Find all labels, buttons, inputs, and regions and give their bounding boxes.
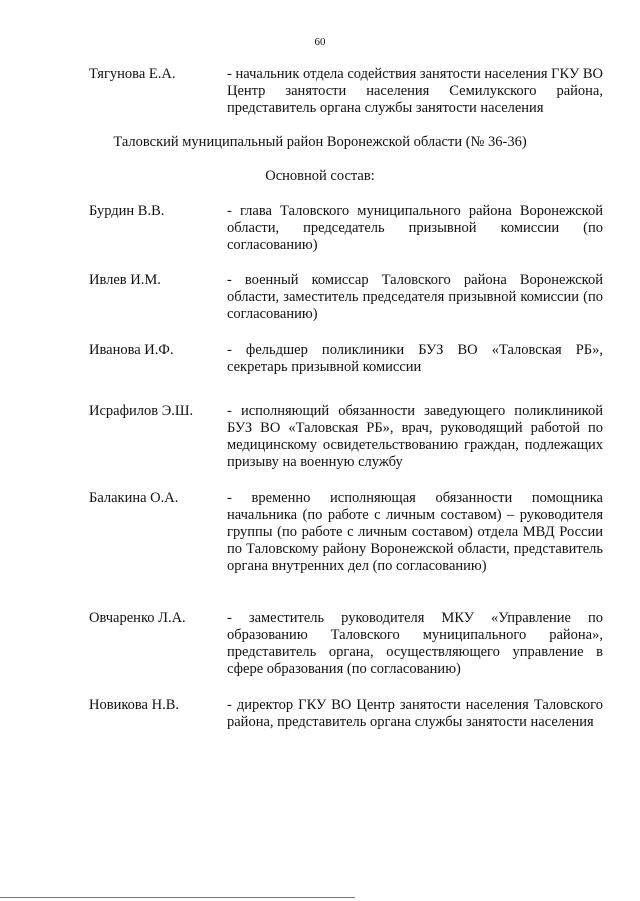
member-role: - заместитель руководителя МКУ «Управление по образованию Таловского муниципального района», представитель органа, осуществляющего управление в сфере образования (по согласованию) [227,610,603,677]
member-role: - директор ГКУ ВО Центр занятости населения Таловского района, представитель органа службы занятости населения [227,697,603,730]
member-name: Тягунова Е.А. [89,66,176,82]
district-heading: Таловский муниципальный район Воронежской области (№ 36-36) [113,134,527,150]
section-heading: Основной состав: [265,168,375,184]
member-name: Исрафилов Э.Ш. [89,403,194,419]
member-role: - исполняющий обязанности заведующего поликлиникой БУЗ ВО «Таловская РБ», врач, руководящий работой по медицинскому освидетельствованию граждан, подлежащих призыву на военную службу [227,403,603,470]
member-name: Бурдин В.В. [89,203,165,219]
bottom-divider [0,897,355,898]
member-role: - фельдшер поликлиники БУЗ ВО «Таловская РБ», секретарь призывной комиссии [227,342,603,375]
member-name: Ивлев И.М. [89,272,161,288]
member-role: - временно исполняющая обязанности помощника начальника (по работе с личным составом) – руководителя группы (по работе с личным составом) отдела МВД России по Таловскому району Воронежской области, представитель органа внутренних дел (по согласованию) [227,490,603,574]
member-name: Иванова И.Ф. [89,342,174,358]
member-name: Новикова Н.В. [89,697,179,713]
member-role: - военный комиссар Таловского района Воронежской области, заместитель председателя призывной комиссии (по согласованию) [227,272,603,322]
member-name: Овчаренко Л.А. [89,610,186,626]
member-role: - глава Таловского муниципального района Воронежской области, председатель призывной комиссии (по согласованию) [227,203,603,253]
page-number: 60 [314,36,326,48]
member-role: - начальник отдела содействия занятости населения ГКУ ВО Центр занятости населения Семилукского района, представитель органа службы занятости населения [227,66,603,116]
member-name: Балакина О.А. [89,490,179,506]
